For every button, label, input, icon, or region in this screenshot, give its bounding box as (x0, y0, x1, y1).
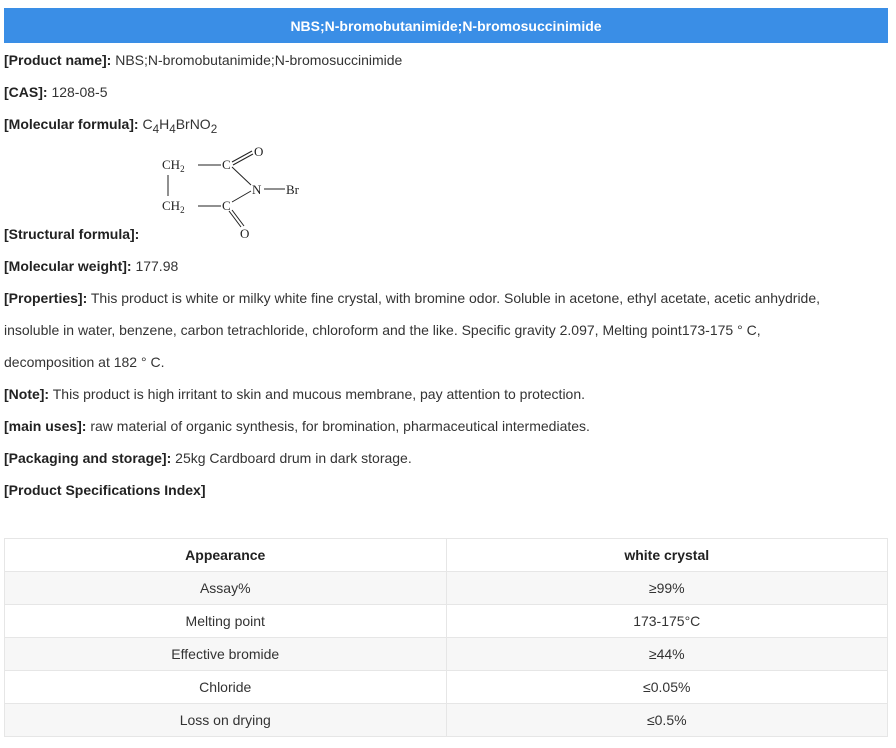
table-row (5, 671, 888, 704)
spec-item-cell: Effective bromide (5, 638, 447, 671)
table-row (5, 638, 888, 671)
carbon-bottom-label: C (222, 198, 231, 213)
molecular-weight-label: [Molecular weight]: (4, 258, 132, 274)
ch2-top-label: $CH_2$ (162, 157, 185, 174)
properties-label: [Properties]: (4, 290, 88, 306)
properties-line-2 (4, 318, 761, 342)
product-name-line (4, 48, 402, 72)
spec-value-cell: 173-175°C (446, 605, 888, 638)
spec-value-cell: ≥44% (446, 638, 888, 671)
properties-text-3: decomposition at 182 ° C. (4, 354, 165, 370)
packaging-line (4, 446, 412, 470)
note-line (4, 382, 585, 406)
cas-label: [CAS]: (4, 84, 48, 100)
oxygen-top-label: O (254, 144, 264, 159)
molecular-weight-line (4, 254, 178, 278)
spec-table-header-row (5, 539, 888, 572)
molecular-weight-value: 177.98 (135, 258, 179, 274)
properties-text-1: This product is white or milky white fine crystal, with bromine odor. Soluble in acetone, ethyl acetate, acetic anhydride, (90, 290, 821, 306)
table-row (5, 572, 888, 605)
structural-formula-diagram (158, 143, 308, 241)
ch2-bottom-label: $CH_2$ (162, 198, 185, 215)
spec-item-cell: Chloride (5, 671, 447, 704)
main-uses-label: [main uses]: (4, 418, 87, 434)
cas-value: 128-08-5 (51, 84, 108, 100)
product-name-label: [Product name]: (4, 52, 112, 68)
structural-formula-label: [Structural formula]: (4, 226, 140, 242)
packaging-label: [Packaging and storage]: (4, 450, 172, 466)
molecular-formula-value: $C_4H_4BrNO_2$ (142, 116, 218, 136)
spec-table-header-cell: white crystal (446, 539, 888, 572)
spec-value-cell: ≤0.05% (446, 671, 888, 704)
oxygen-bottom-label: O (240, 226, 250, 241)
spec-table-header-cell: Appearance (5, 539, 447, 572)
product-name-value: NBS;N-bromobutanimide;N-bromosuccinimide (115, 52, 403, 68)
table-row (5, 704, 888, 737)
bromine-label: Br (286, 182, 299, 197)
cas-line (4, 80, 107, 104)
spec-table (4, 538, 888, 737)
packaging-value: 25kg Cardboard drum in dark storage. (175, 450, 412, 466)
spec-item-cell: Loss on drying (5, 704, 447, 737)
spec-item-cell: Assay% (5, 572, 447, 605)
nitrogen-label: N (252, 182, 262, 197)
note-value: This product is high irritant to skin and mucous membrane, pay attention to protection. (52, 386, 586, 402)
properties-line-3 (4, 350, 164, 374)
properties-text-2: insoluble in water, benzene, carbon tetrachloride, chloroform and the like. Specific gravity 2.097, Melting point173-175 ° C, (4, 322, 761, 338)
spec-index-line (4, 478, 205, 502)
spec-value-cell: ≥99% (446, 572, 888, 605)
main-uses-line (4, 414, 590, 438)
spec-item-cell: Melting point (5, 605, 447, 638)
carbon-top-label: C (222, 157, 231, 172)
properties-line-1 (4, 286, 820, 310)
molecular-formula-label: [Molecular formula]: (4, 116, 139, 132)
molecular-formula-line (4, 112, 217, 136)
table-row (5, 605, 888, 638)
note-label: [Note]: (4, 386, 50, 402)
spec-index-label: [Product Specifications Index] (4, 482, 206, 498)
spec-value-cell: ≤0.5% (446, 704, 888, 737)
main-uses-value: raw material of organic synthesis, for bromination, pharmaceutical intermediates. (90, 418, 590, 434)
structural-formula-line (4, 222, 139, 246)
page-title: NBS;N-bromobutanimide;N-bromosuccinimide (4, 8, 888, 43)
